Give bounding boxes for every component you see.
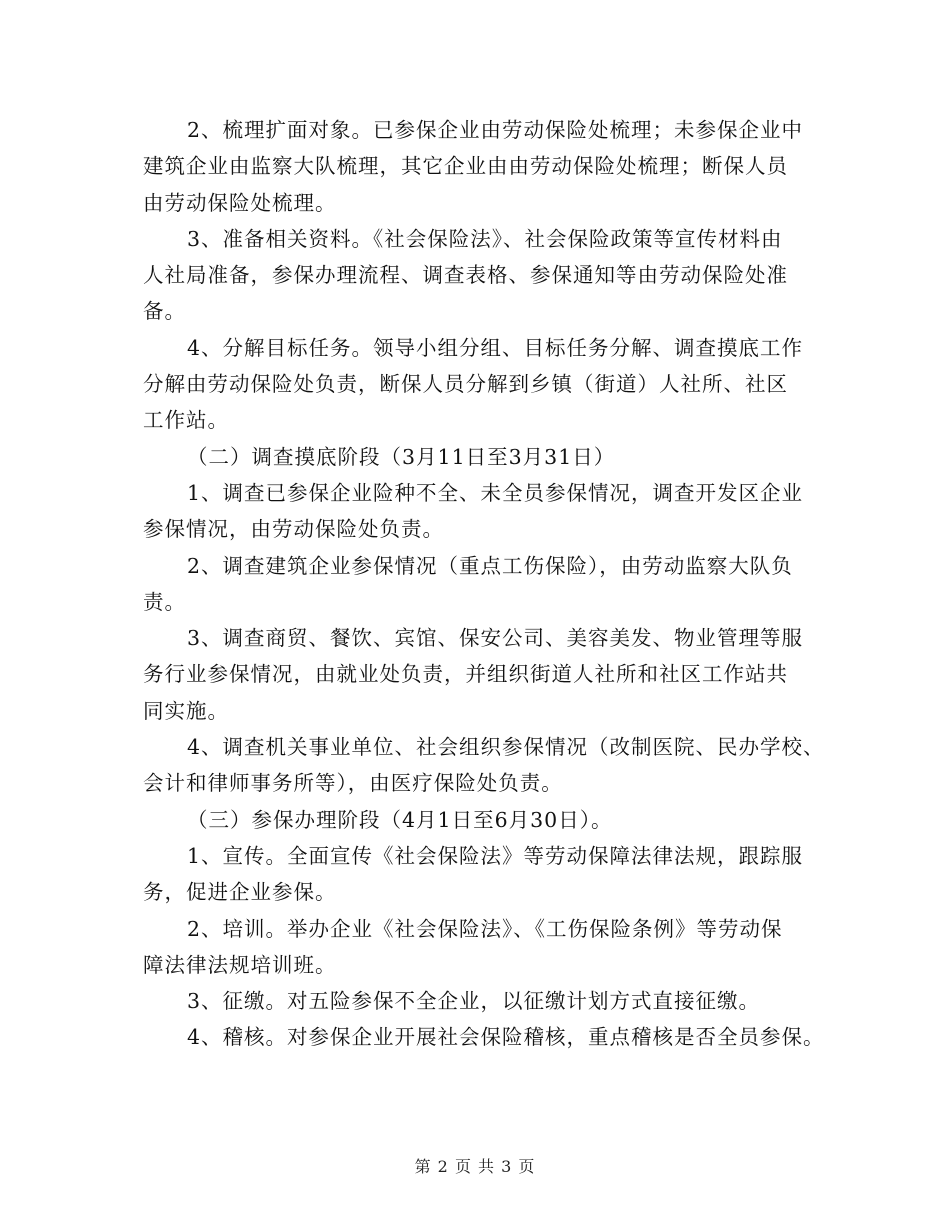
text-line: 4、分解目标任务。领导小组分组、目标任务分解、调查摸底工作 (187, 335, 804, 360)
text-line: 参保情况，由劳动保险处负责。 (143, 517, 444, 542)
text-line: 3、征缴。对五险参保不全企业，以征缴计划方式直接征缴。 (187, 989, 761, 1014)
text-line: 4、调查机关事业单位、社会组织参保情况（改制医院、民办学校、 (187, 735, 825, 760)
paragraph-survey-item-3 (143, 620, 823, 729)
text-line: 3、准备相关资料。《社会保险法》、社会保险政策等宣传材料由 (187, 226, 783, 251)
text-line: 3、调查商贸、餐饮、宾馆、保安公司、美容美发、物业管理等服 (187, 626, 804, 651)
paragraph-item-4 (143, 330, 823, 439)
text-line: 务，促进企业参保。 (143, 880, 337, 905)
paragraph-item-3 (143, 221, 823, 330)
document-body (143, 112, 823, 1056)
text-line: 责。 (143, 589, 186, 614)
paragraph-survey-item-4 (143, 729, 823, 802)
text-line: 障法律法规培训班。 (143, 952, 337, 977)
text-line: 2、调查建筑企业参保情况（重点工伤保险），由劳动监察大队负 (187, 553, 793, 578)
text-line: 工作站。 (143, 408, 229, 433)
text-line: 4、稽核。对参保企业开展社会保险稽核，重点稽核是否全员参保。 (187, 1025, 825, 1050)
text-line: 1、调查已参保企业险种不全、未全员参保情况，调查开发区企业 (187, 480, 804, 505)
section-heading-survey-stage: （二）调查摸底阶段（3月11日至3月31日） (187, 444, 616, 469)
section-heading-enrollment-stage: （三）参保办理阶段（4月1日至6月30日）。 (187, 807, 613, 832)
text-line: 2、梳理扩面对象。已参保企业由劳动保险处梳理；未参保企业中 (187, 118, 804, 142)
paragraph-enroll-item-2 (143, 911, 823, 984)
paragraph-enroll-item-3 (143, 983, 823, 1019)
text-line: 2、培训。举办企业《社会保险法》、《工伤保险条例》等劳动保 (187, 916, 783, 941)
paragraph-survey-item-2 (143, 548, 823, 621)
paragraph-enroll-item-1 (143, 838, 823, 911)
paragraph-survey-item-1 (143, 475, 823, 548)
text-line: 由劳动保险处梳理。 (143, 190, 337, 215)
text-line: 同实施。 (143, 698, 229, 723)
text-line: 会计和律师事务所等），由医疗保险处负责。 (143, 771, 563, 796)
text-line: 人社局准备，参保办理流程、调查表格、参保通知等由劳动保险处准 (143, 263, 788, 288)
text-line: 建筑企业由监察大队梳理，其它企业由由劳动保险处梳理；断保人员 (143, 154, 788, 179)
paragraph-item-2 (143, 112, 823, 221)
text-line: 务行业参保情况，由就业处负责，并组织街道人社所和社区工作站共 (143, 662, 788, 687)
text-line: 备。 (143, 299, 186, 324)
page-number-footer: 第 2 页 共 3 页 (414, 1157, 536, 1176)
text-line: 分解由劳动保险处负责，断保人员分解到乡镇（街道）人社所、社区 (143, 372, 788, 397)
paragraph-enroll-item-4 (143, 1019, 823, 1055)
text-line: 1、宣传。全面宣传《社会保险法》等劳动保障法律法规，跟踪服 (187, 843, 804, 868)
